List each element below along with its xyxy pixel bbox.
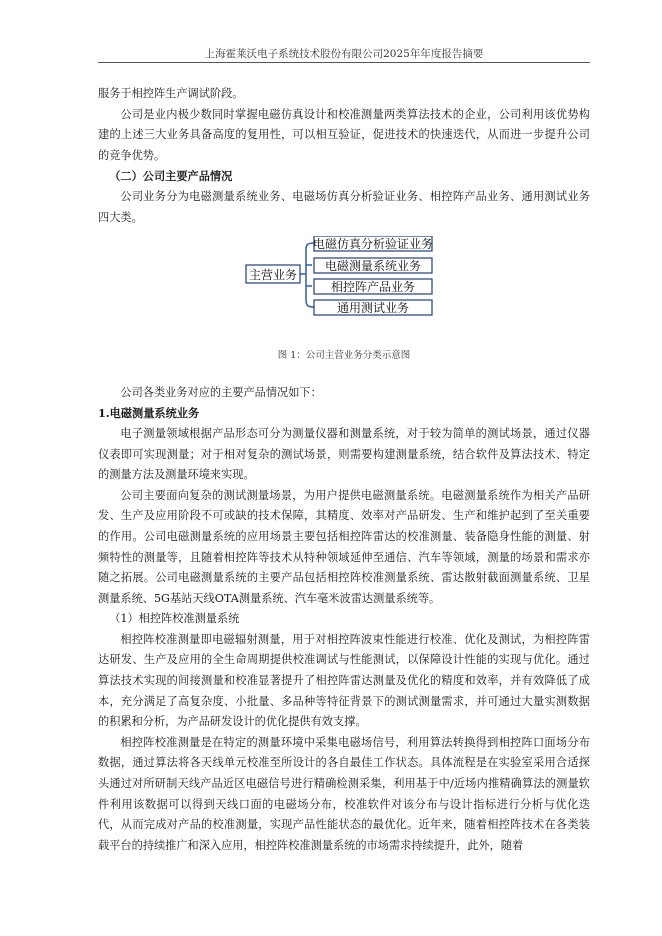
paragraph-8: 相控阵校准测量是在特定的测量环境中采集电磁场信号，利用算法转换得到相控阵口面场分布数据，通过算法将各天线单元校准至所设计的各自最佳工作状态。具体流程是在实验室采用合适探头通过对所研制天线产品近区电磁信号进行精确检测采集，利用基于中/近场内推精确算法的测量软件利用该数据可以得到天线口面的电磁场分布，校准软件对该分布与设计指标进行分析与优化迭代，从而完成对产品的校准测量，实现产品性能状态的最优化。近年来，随着相控阵技术在各类装载平台的持续推广和深入应用，相控阵校准测量系统的市场需求持续提升，此外，随着 — [98, 735, 590, 852]
business-diagram — [98, 236, 590, 330]
subheading-phased-array-calibration: （1）相控阵校准测量系统 — [109, 612, 240, 626]
root-label: 主营业务 — [248, 268, 298, 283]
branch-label-2: 电磁测量系统业务 — [324, 259, 422, 274]
paragraph-5: 电子测量领域根据产品形态可分为测量仪器和测量系统，对于较为简单的测试场景，通过仪器仪表即可实现测量；对于相对复杂的测试场景，则需要构建测量系统，结合软件及算法技术、特定的测量方法及测量环境来实现。 — [98, 426, 590, 482]
paragraph-3: 公司业务分为电磁测量系统业务、电磁场仿真分析验证业务、相控阵产品业务、通用测试业务四大类。 — [98, 189, 590, 224]
diagram-branch-4 — [314, 300, 432, 315]
diagram-root-node — [246, 265, 300, 283]
connector-bracket — [306, 243, 314, 307]
diagram-connectors — [300, 243, 314, 307]
diagram-branch-1 — [313, 236, 433, 251]
paragraph-7: 相控阵校准测量即电磁辐射测量，用于对相控阵波束性能进行校准、优化及测试，为相控阵雷达研发、生产及应用的全生命周期提供校准调试与性能测试，以保障设计性能的实现与优化。通过算法技术实现的间接测量和校准显著提升了相控阵雷达测量及优化的精度和效率，并有效降低了成本，充分满足了高复杂度、小批量、多品种等特征背景下的测试测量需求，并可通过大量实测数据的积累和分析，为产品研发设计的优化提供有效支撑。 — [98, 632, 590, 729]
document-body — [98, 84, 590, 856]
paragraph-6: 公司主要面向复杂的测试测量场景，为用户提供电磁测量系统。电磁测量系统作为相关产品研发、生产及应用阶段不可或缺的技术保障，其精度、效率对产品研发、生产和维护起到了至关重要的作用。公司电磁测量系统的应用场景主要包括相控阵雷达的校准测量、装备隐身性能的测量、射频特性的测量等，且随着相控阵等技术从特种领域延伸至通信、汽车等领域，测量的场景和需求亦随之拓展。公司电磁测量系统的主要产品包括相控阵校准测量系统、雷达散射截面测量系统、卫星测量系统、5G基站天线OTA测量系统、汽车毫米波雷达测量系统等。 — [98, 488, 590, 605]
figure-caption: 图 1：公司主营业务分类示意图 — [277, 350, 411, 362]
branch-label-3: 相控阵产品业务 — [330, 280, 416, 295]
branch-label-1: 电磁仿真分析验证业务 — [312, 237, 434, 252]
section-heading-products: （二）公司主要产品情况 — [109, 169, 233, 184]
diagram-branch-3 — [314, 279, 432, 294]
heading-item-1: 1.电磁测量系统业务 — [98, 406, 200, 421]
paragraph-2: 公司是业内极少数同时掌握电磁仿真设计和校准测量两类算法技术的企业，公司利用该优势构建的上述三大业务具备高度的复用性，可以相互验证，促进技术的快速迭代，从而进一步提升公司的竞争优势。 — [98, 107, 590, 162]
paragraph-1: 服务于相控阵生产调试阶段。 — [98, 87, 244, 100]
page-header: 上海霍莱沃电子系统技术股份有限公司2025年年度报告摘要 — [204, 48, 484, 60]
paragraph-4: 公司各类业务对应的主要产品情况如下： — [120, 385, 322, 399]
header-rule — [98, 62, 590, 63]
branch-label-4: 通用测试业务 — [336, 301, 410, 316]
diagram-branch-2 — [314, 258, 432, 273]
